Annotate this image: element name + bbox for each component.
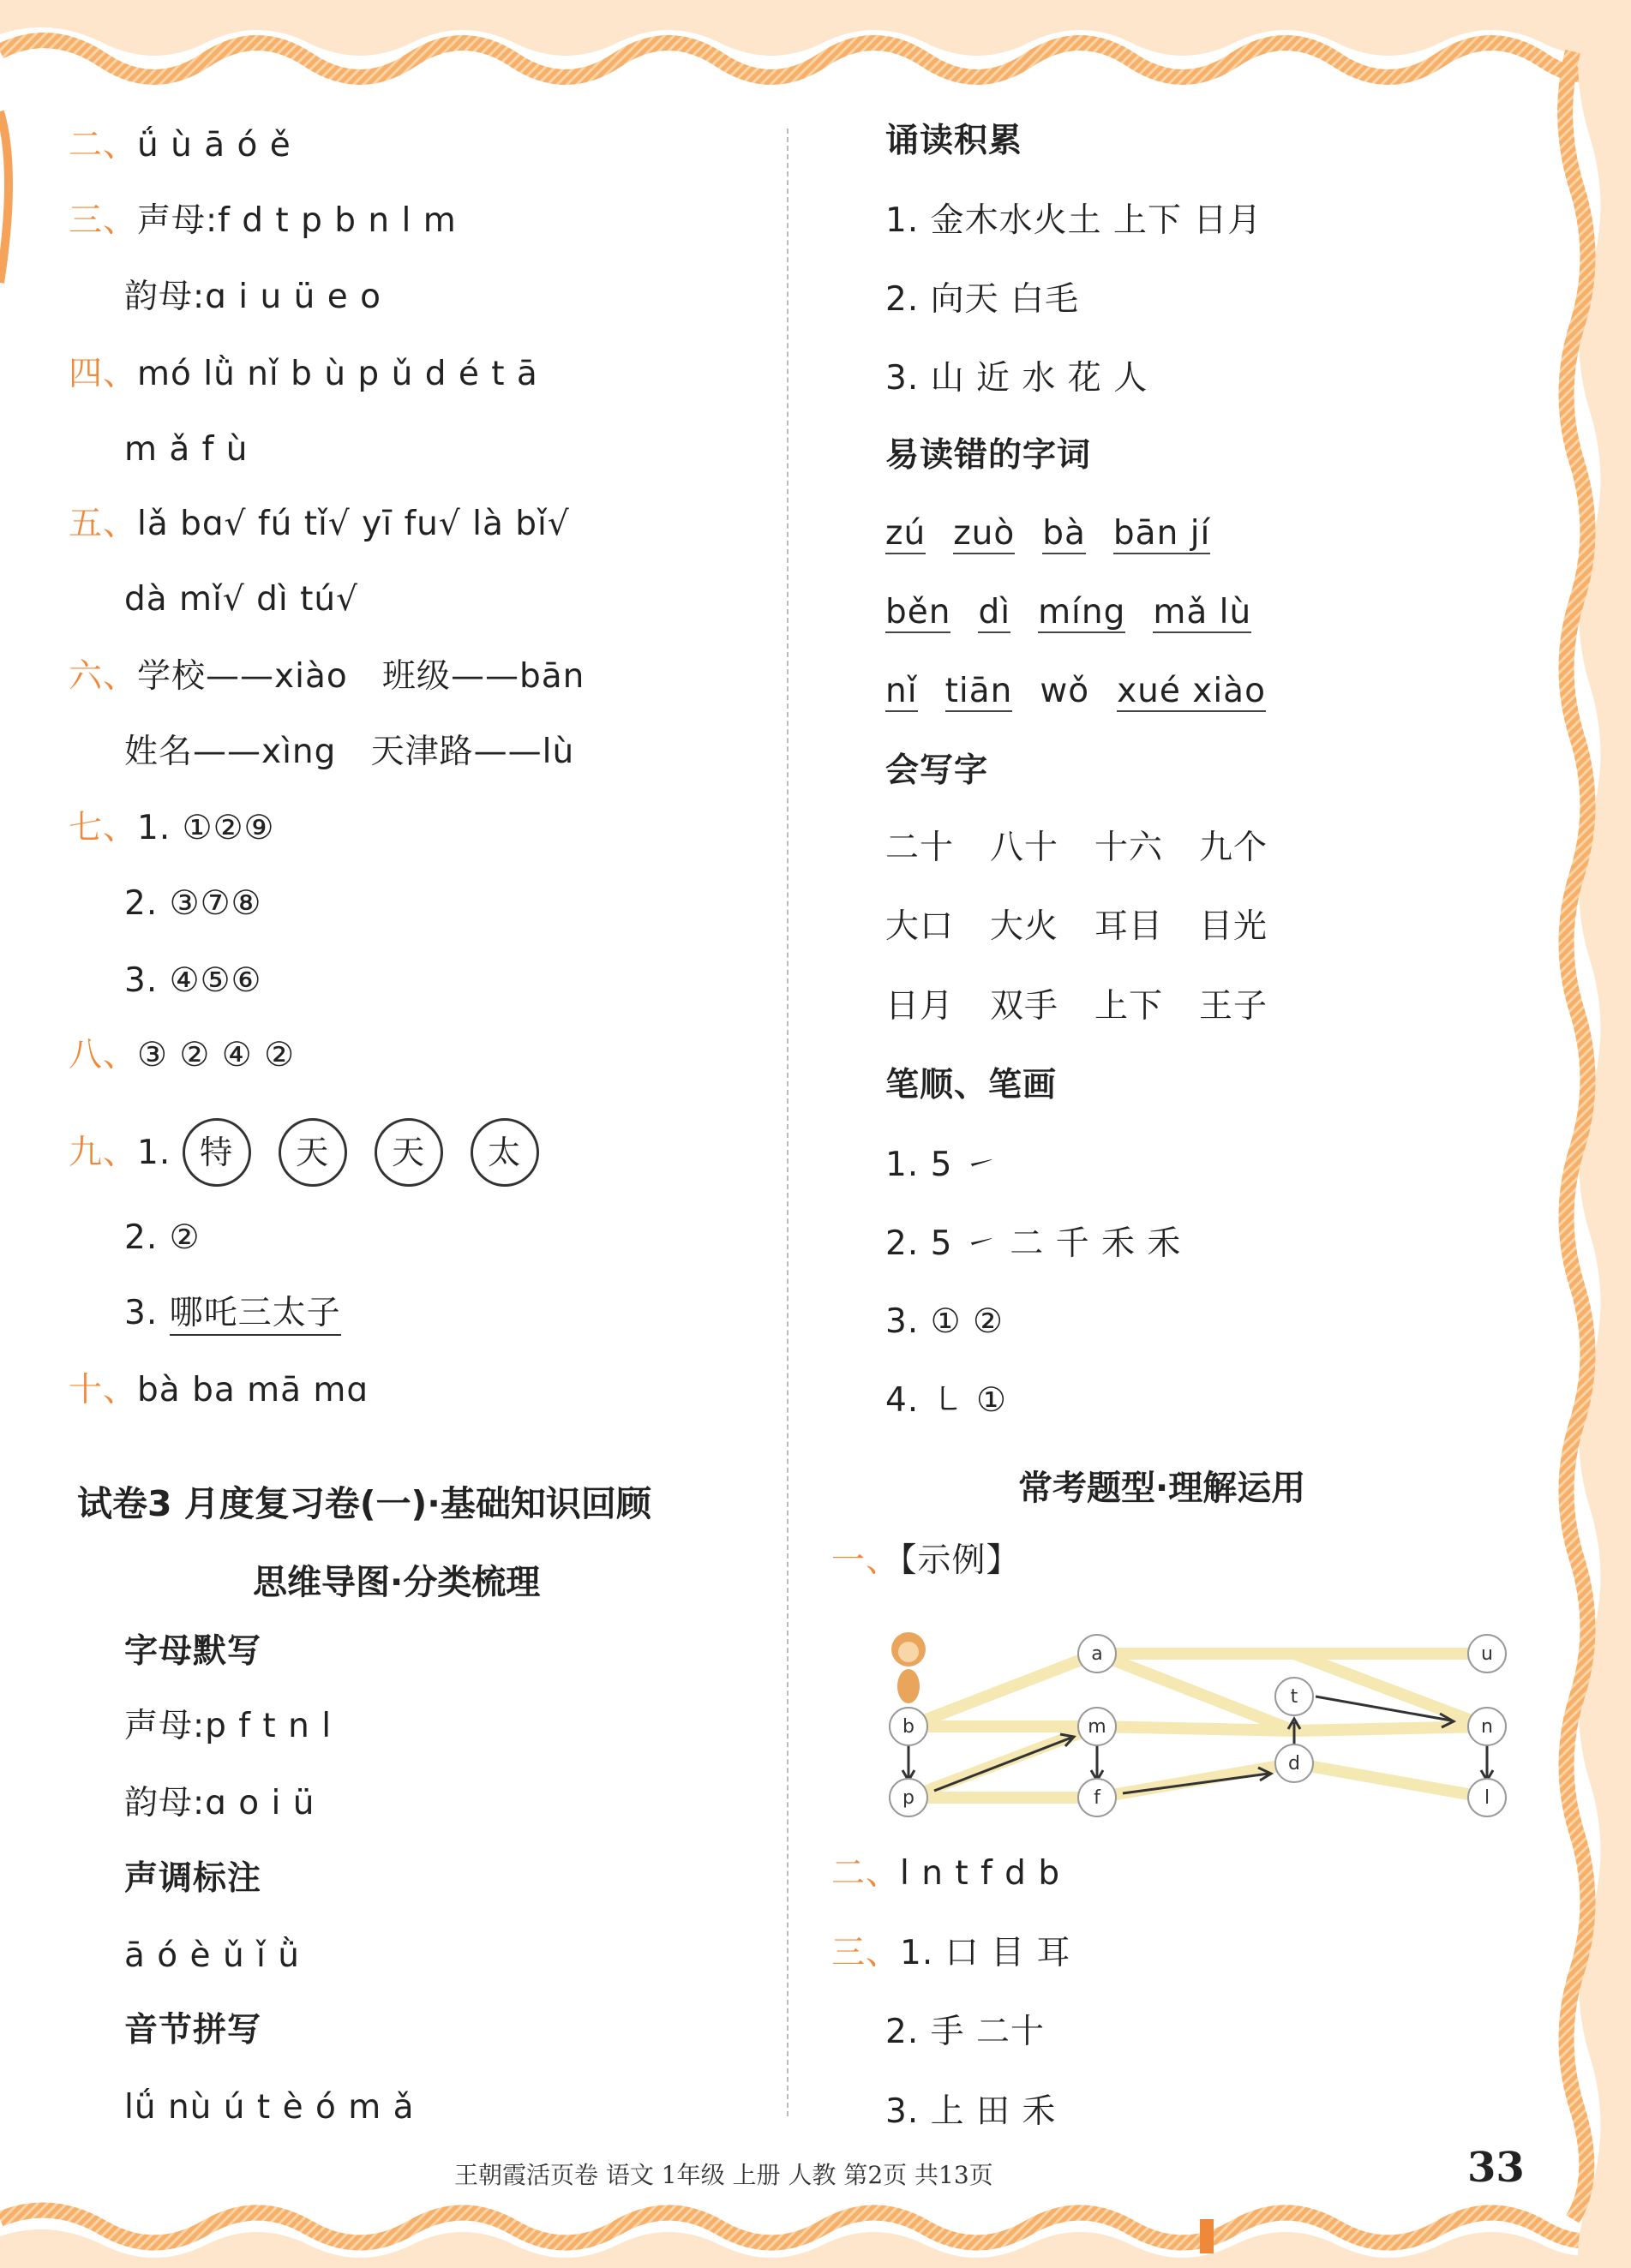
- syllable-heading: 音节拼写: [124, 2011, 262, 2050]
- char-word: 九个: [1199, 829, 1268, 867]
- char-word: 王子: [1199, 987, 1268, 1026]
- pinyin-word: tiān: [944, 672, 1013, 710]
- misread-heading: 易读错的字词: [885, 436, 1092, 475]
- answer-r-q3-2: 2. 手 二十: [885, 2013, 1046, 2051]
- letter-path-diagram: [878, 1611, 1513, 1834]
- answer-text: ǘ ù ā ó ě: [137, 126, 291, 165]
- answer-prefix: 3.: [124, 1294, 170, 1332]
- answer-r-q3-3: 3. 上 田 禾: [885, 2092, 1057, 2131]
- pinyin: ——xìng: [193, 733, 337, 771]
- word: 姓名: [124, 733, 194, 771]
- answer-text: 【示例】: [900, 1541, 1021, 1580]
- char-word: 日月: [885, 987, 955, 1026]
- pinyin-word: bān jí: [1112, 514, 1211, 553]
- tone-text: ā ó è ǔ ǐ ǜ: [124, 1936, 301, 1975]
- write-row: [885, 985, 1268, 1028]
- stroke-2: 2. 5 ㇀ 二 千 禾 禾: [885, 1224, 1182, 1263]
- column-divider: [787, 129, 789, 2116]
- pinyin-word: zú: [885, 514, 926, 553]
- answer-q9-3: [124, 1292, 341, 1335]
- pinyin-word: míng: [1038, 593, 1126, 631]
- misread-row: [885, 591, 1279, 634]
- pinyin-word: běn: [885, 593, 951, 631]
- letters-finals: 韵母:ɑ o i ü: [124, 1784, 315, 1822]
- recite-1: 1. 金木水火土 上下 日月: [885, 201, 1262, 240]
- pinyin-word: mǎ lù: [1153, 593, 1252, 631]
- circled-char: 特: [183, 1118, 251, 1187]
- answer-r-q2: [831, 1852, 1060, 1895]
- node-t: t: [1290, 1686, 1298, 1708]
- circled-char: 天: [375, 1118, 443, 1187]
- word: 天津路: [370, 733, 474, 771]
- pinyin: ——xiào: [206, 657, 348, 696]
- answer-q7-3: 3. ④⑤⑥: [124, 961, 262, 1000]
- pinyin-word: zuò: [953, 514, 1016, 553]
- answer-q9: [69, 1118, 567, 1188]
- test3-title: 试卷3 月度复习卷(一)·基础知识回顾: [77, 1483, 651, 1524]
- node-f: f: [1094, 1787, 1100, 1809]
- circled-char: 天: [279, 1118, 347, 1187]
- answer-q3-initials: [69, 200, 457, 242]
- syllable-text: lǘ nù ú t è ó m ǎ: [124, 2088, 415, 2127]
- char-word: 上下: [1094, 987, 1164, 1026]
- question-number: 二、: [69, 126, 138, 165]
- char-word: 二十: [885, 829, 955, 867]
- misread-row: [885, 670, 1293, 713]
- common-title: 常考题型·理解运用: [1018, 1469, 1306, 1508]
- answer-text: 1. 口 目 耳: [900, 1934, 1071, 1972]
- answer-q7: [69, 807, 275, 850]
- node-n: n: [1481, 1716, 1493, 1738]
- recite-2: 2. 向天 白毛: [885, 280, 1080, 319]
- answer-text: 1.: [137, 1134, 171, 1172]
- stroke-4: 4. ㇄ ①: [885, 1381, 1007, 1420]
- char-word: 大口: [885, 907, 955, 946]
- answer-q6-line2: [124, 731, 574, 774]
- question-number: 八、: [69, 1036, 138, 1074]
- node-u: u: [1481, 1643, 1493, 1665]
- answer-q8: [69, 1034, 295, 1077]
- answer-q9-2: 2. ②: [124, 1218, 201, 1257]
- letters-heading: 字母默写: [124, 1632, 262, 1671]
- answer-r-q1: [831, 1540, 1021, 1583]
- mindmap-title: 思维导图·分类梳理: [253, 1563, 541, 1602]
- answer-q4-line2: m ǎ f ù: [124, 430, 249, 469]
- page-number: 33: [1467, 2144, 1525, 2192]
- stroke-3: 3. ① ②: [885, 1302, 1004, 1341]
- question-number: 九、: [69, 1134, 138, 1172]
- char-word: 十六: [1094, 829, 1164, 867]
- answer-q2: [69, 124, 291, 167]
- pinyin-word: wǒ: [1040, 672, 1090, 710]
- recite-heading: 诵读积累: [885, 122, 1023, 160]
- answer-q3-finals: 韵母:ɑ i u ü e o: [124, 278, 382, 316]
- answer-text: 1. ①②⑨: [137, 809, 275, 847]
- pinyin-word: nǐ: [885, 672, 918, 710]
- answer-text: 哪吒三太子: [170, 1294, 341, 1336]
- answer-q7-2: 2. ③⑦⑧: [124, 884, 262, 923]
- node-a: a: [1091, 1643, 1103, 1665]
- recite-3: 3. 山 近 水 花 人: [885, 359, 1148, 398]
- pinyin-word: bà: [1042, 514, 1086, 553]
- node-b: b: [902, 1716, 914, 1738]
- answer-text: mó lǜ nǐ b ù p ǔ d é t ā: [137, 355, 538, 393]
- monkey-icon: [891, 1632, 926, 1703]
- node-p: p: [902, 1787, 914, 1809]
- question-number: 十、: [69, 1371, 138, 1409]
- tone-heading: 声调标注: [124, 1859, 262, 1898]
- answer-q5: [69, 503, 570, 546]
- stroke-heading: 笔顺、笔画: [885, 1066, 1058, 1104]
- char-word: 双手: [990, 987, 1059, 1026]
- answer-text: lǎ bɑ√ fú tǐ√ yī fu√ là bǐ√: [137, 505, 570, 543]
- circled-char: 太: [471, 1118, 539, 1187]
- write-row: [885, 827, 1268, 870]
- answer-q6: [69, 655, 585, 698]
- char-word: 目光: [1199, 907, 1268, 946]
- letters-initials: 声母:p f t n l: [124, 1707, 333, 1745]
- node-m: m: [1088, 1716, 1106, 1738]
- pinyin: ——bān: [450, 657, 585, 696]
- misread-row: [885, 512, 1238, 555]
- char-word: 耳目: [1094, 907, 1164, 946]
- pinyin-word: dì: [978, 593, 1011, 631]
- question-number: 五、: [69, 505, 138, 543]
- question-number: 三、: [831, 1934, 901, 1972]
- question-number: 四、: [69, 355, 138, 393]
- stroke-1: 1. 5 ㇀: [885, 1146, 998, 1184]
- word: 班级: [381, 657, 451, 696]
- answer-q5-line2: dà mǐ√ dì tú√: [124, 580, 358, 619]
- question-number: 三、: [69, 201, 138, 240]
- answer-q10: [69, 1369, 369, 1412]
- write-heading: 会写字: [885, 751, 989, 790]
- question-number: 七、: [69, 809, 138, 847]
- footer-text: 王朝霞活页卷 语文 1年级 上册 人教 第2页 共13页: [454, 2161, 993, 2189]
- node-l: l: [1484, 1787, 1490, 1809]
- word: 学校: [137, 657, 207, 696]
- question-number: 六、: [69, 657, 138, 696]
- write-row: [885, 906, 1268, 948]
- pinyin-word: xué xiào: [1117, 672, 1266, 710]
- answer-text: bà ba mā mɑ: [137, 1371, 369, 1409]
- answer-text: 声母:f d t p b n l m: [137, 201, 457, 240]
- node-d: d: [1288, 1753, 1300, 1774]
- pinyin: ——lù: [473, 733, 575, 771]
- char-word: 八十: [990, 829, 1059, 867]
- answer-r-q3: [831, 1932, 1070, 1975]
- answer-q4: [69, 353, 538, 396]
- answer-text: l n t f d b: [900, 1854, 1061, 1893]
- char-word: 大火: [990, 907, 1059, 946]
- question-number: 一、: [831, 1541, 901, 1580]
- answer-text: ③ ② ④ ②: [137, 1036, 296, 1074]
- question-number: 二、: [831, 1854, 901, 1893]
